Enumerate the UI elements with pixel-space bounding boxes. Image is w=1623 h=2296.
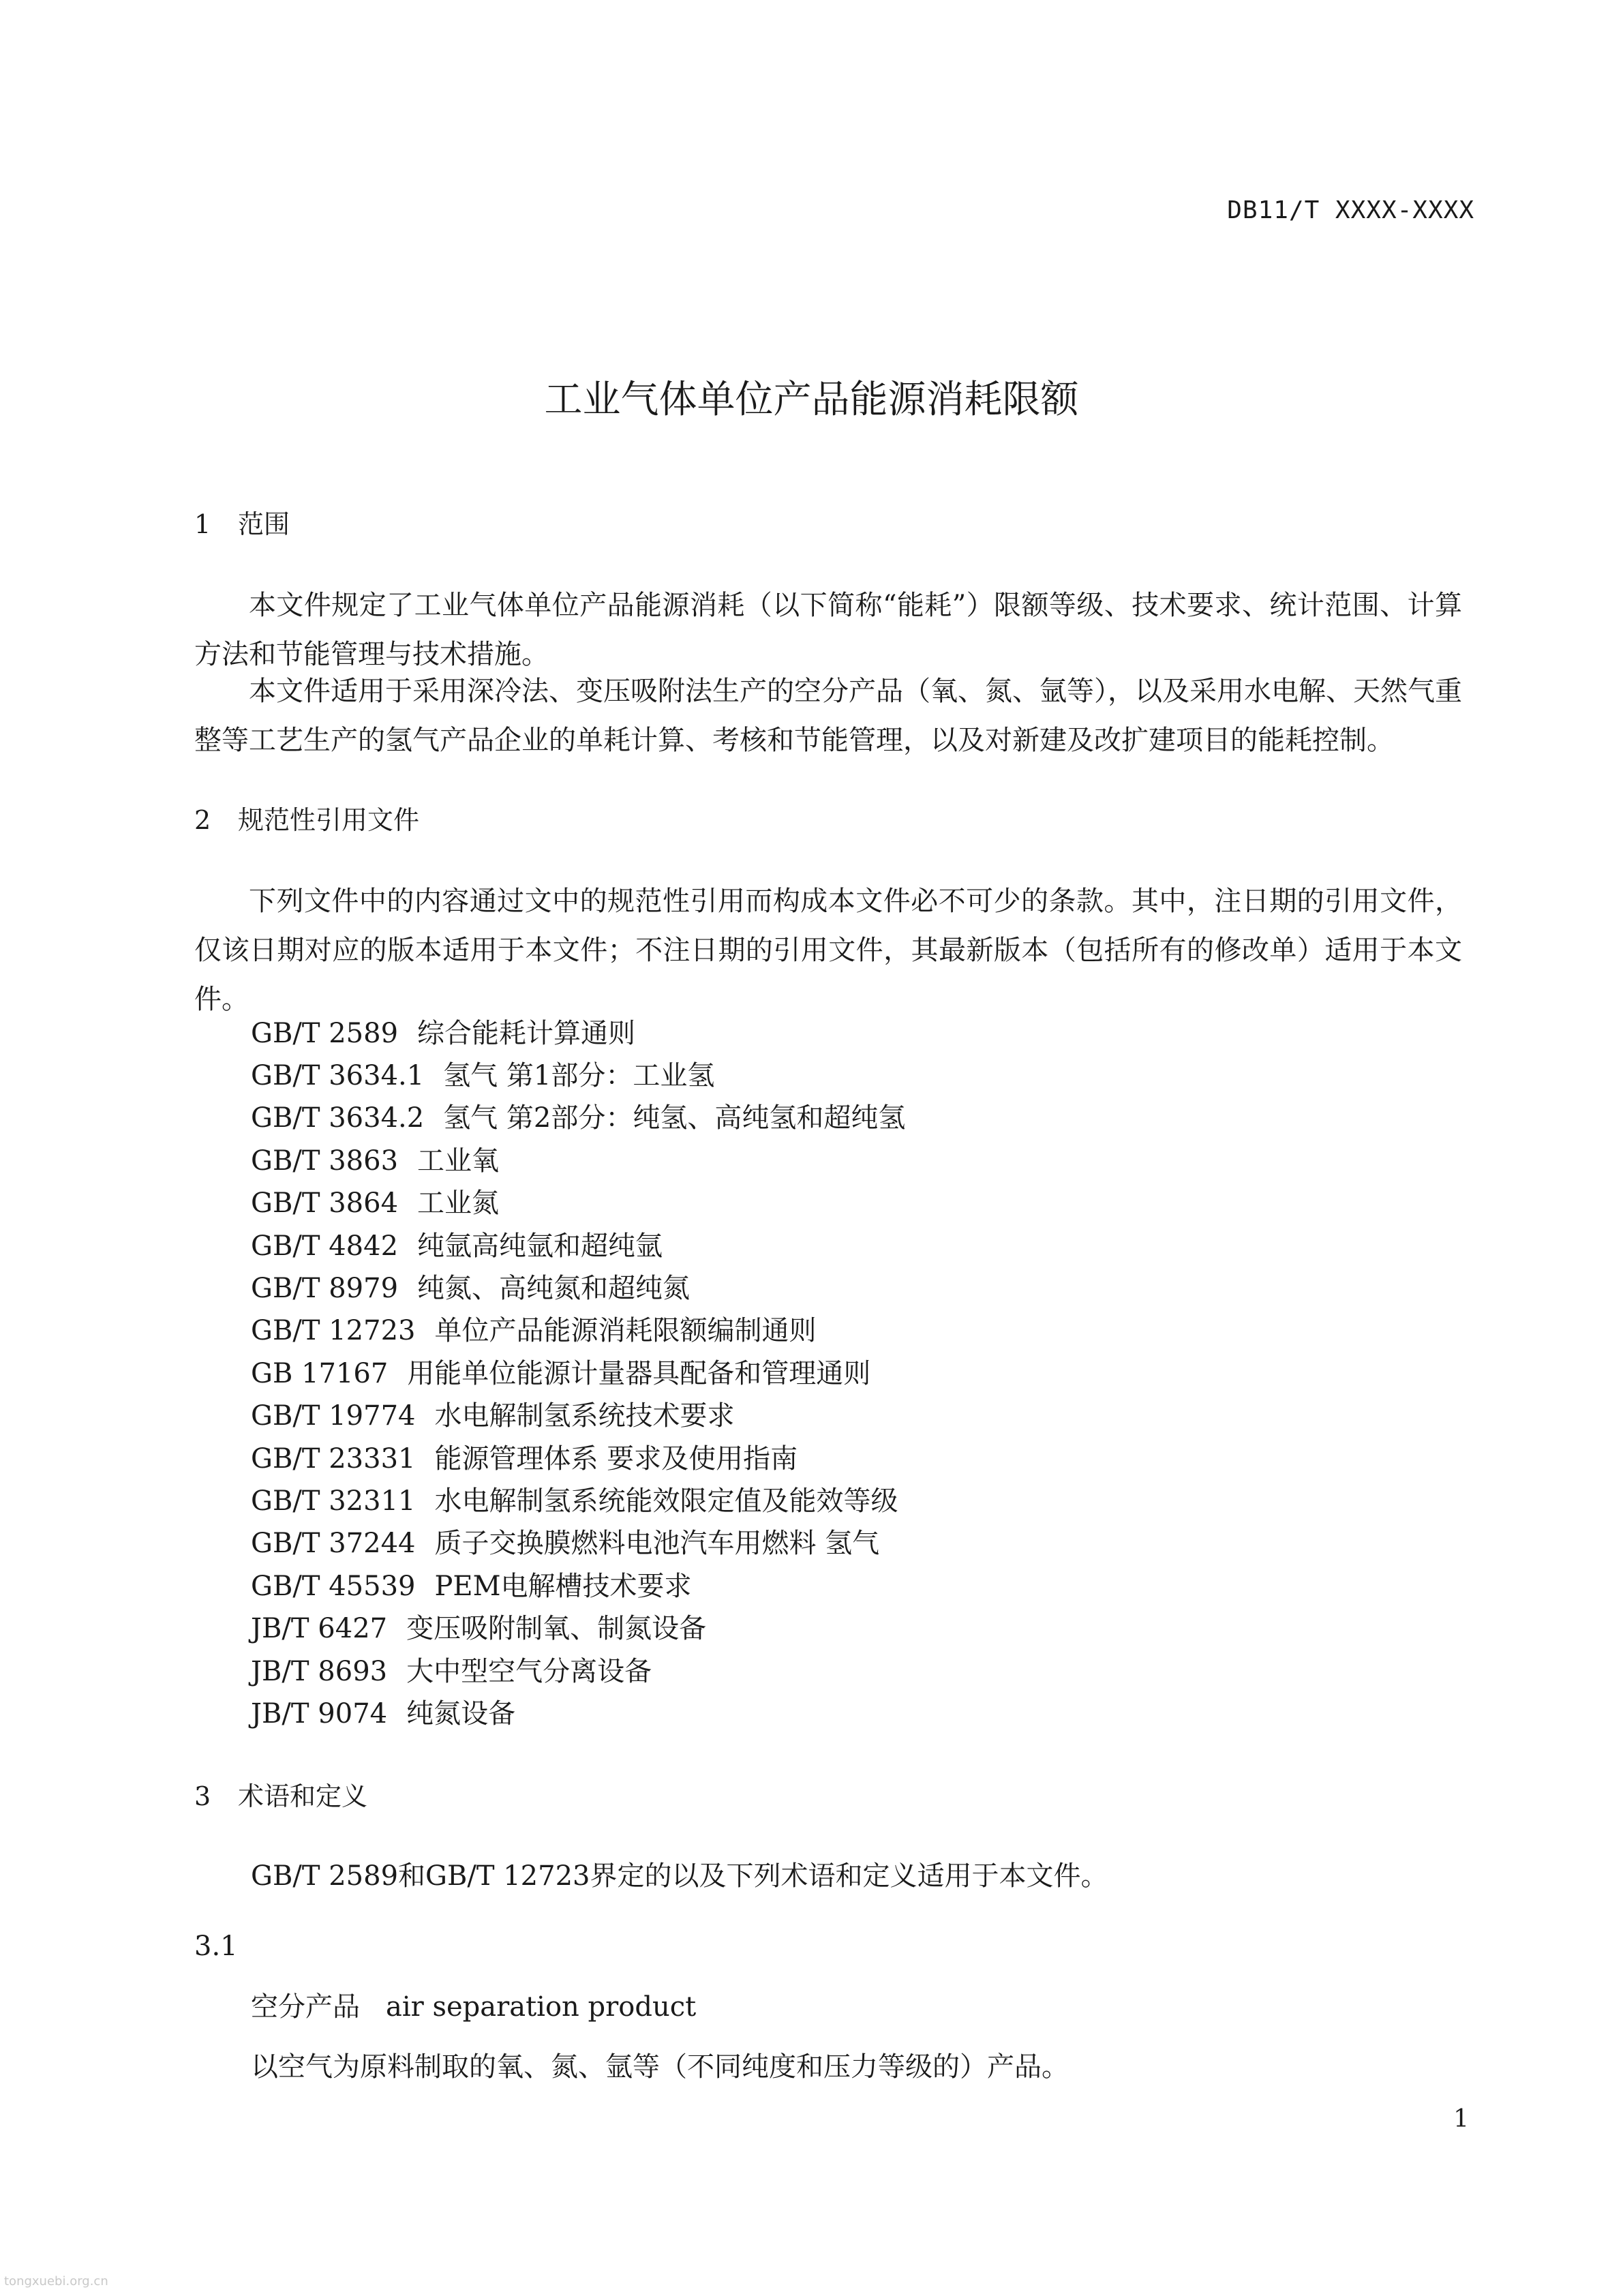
section-number: 2 bbox=[194, 805, 211, 835]
section-number: 1 bbox=[194, 509, 211, 539]
reference-title: 质子交换膜燃料电池汽车用燃料 氢气 bbox=[434, 1528, 880, 1559]
section-1-paragraph-1: 本文件规定了工业气体单位产品能源消耗（以下简称“能耗”）限额等级、技术要求、统计范围、计算方法和节能管理与技术措施。 bbox=[194, 590, 1462, 670]
reference-item bbox=[251, 1224, 663, 1263]
page-number: 1 bbox=[1453, 2105, 1469, 2133]
reference-title: 能源管理体系 要求及使用指南 bbox=[434, 1443, 798, 1475]
reference-code: GB/T 19774 bbox=[251, 1400, 416, 1432]
section-1-paragraph-2: 本文件适用于采用深冷法、变压吸附法生产的空分产品（氧、氮、氩等），以及采用水电解、天然气重整等工艺生产的氢气产品企业的单耗计算、考核和节能管理，以及对新建及改扩建项目的能耗控制。 bbox=[194, 676, 1462, 756]
reference-item bbox=[251, 1139, 499, 1178]
reference-title: 氢气 第2部分：纯氢、高纯氢和超纯氢 bbox=[443, 1102, 906, 1134]
reference-code: JB/T 8693 bbox=[251, 1656, 388, 1687]
reference-item bbox=[251, 1309, 816, 1348]
section-title: 范围 bbox=[238, 509, 290, 539]
reference-code: GB/T 3634.2 bbox=[251, 1102, 425, 1134]
reference-code: JB/T 6427 bbox=[251, 1613, 388, 1644]
reference-title: PEM电解槽技术要求 bbox=[434, 1571, 692, 1602]
reference-code: GB/T 4842 bbox=[251, 1230, 399, 1262]
reference-item bbox=[251, 1479, 898, 1518]
reference-code: GB/T 32311 bbox=[251, 1485, 416, 1517]
section-title: 术语和定义 bbox=[238, 1781, 368, 1811]
reference-item bbox=[251, 1096, 905, 1135]
reference-title: 水电解制氢系统技术要求 bbox=[434, 1400, 735, 1432]
reference-code: JB/T 9074 bbox=[251, 1698, 388, 1729]
reference-title: 用能单位能源计量器具配备和管理通则 bbox=[407, 1358, 871, 1389]
reference-code: GB/T 23331 bbox=[251, 1443, 416, 1475]
term-number: 3.1 bbox=[194, 1931, 238, 1962]
reference-title: 单位产品能源消耗限额编制通则 bbox=[434, 1315, 817, 1346]
reference-item bbox=[251, 1692, 515, 1731]
reference-code: GB/T 3863 bbox=[251, 1145, 399, 1177]
reference-title: 工业氮 bbox=[417, 1188, 500, 1219]
term-entry bbox=[251, 1985, 696, 2024]
reference-code: GB/T 2589 bbox=[251, 1018, 399, 1049]
reference-item bbox=[251, 1394, 734, 1433]
reference-title: 综合能耗计算通则 bbox=[417, 1018, 636, 1049]
reference-item bbox=[251, 1650, 652, 1689]
reference-item bbox=[251, 1437, 798, 1476]
reference-item bbox=[251, 1267, 690, 1305]
page-title: 工业气体单位产品能源消耗限额 bbox=[544, 378, 1079, 422]
term-chinese: 空分产品 bbox=[251, 1991, 360, 2023]
reference-code: GB/T 3864 bbox=[251, 1188, 399, 1219]
reference-title: 大中型空气分离设备 bbox=[406, 1656, 652, 1687]
reference-title: 纯氩高纯氩和超纯氩 bbox=[417, 1230, 663, 1262]
reference-item bbox=[251, 1181, 499, 1220]
section-title: 规范性引用文件 bbox=[238, 805, 420, 835]
reference-code: GB/T 3634.1 bbox=[251, 1060, 425, 1091]
reference-item bbox=[251, 1607, 706, 1646]
section-2-heading bbox=[194, 799, 419, 836]
section-3-paragraph-1: GB/T 2589和GB/T 12723界定的以及下列术语和定义适用于本文件。 bbox=[251, 1860, 1108, 1892]
reference-title: 水电解制氢系统能效限定值及能效等级 bbox=[434, 1485, 898, 1517]
reference-title: 纯氮、高纯氮和超纯氮 bbox=[417, 1273, 691, 1304]
term-english: air separation product bbox=[386, 1991, 697, 2023]
reference-code: GB/T 45539 bbox=[251, 1571, 416, 1602]
reference-code: GB/T 37244 bbox=[251, 1528, 416, 1559]
section-2-paragraph-1: 下列文件中的内容通过文中的规范性引用而构成本文件必不可少的条款。其中，注日期的引用文件，仅该日期对应的版本适用于本文件；不注日期的引用文件，其最新版本（包括所有的修改单）适用于本文件。 bbox=[194, 886, 1462, 1015]
reference-title: 氢气 第1部分：工业氢 bbox=[443, 1060, 715, 1091]
term-definition: 以空气为原料制取的氧、氮、氩等（不同纯度和压力等级的）产品。 bbox=[251, 2051, 1069, 2083]
document-code: DB11/T XXXX-XXXX bbox=[1227, 196, 1474, 224]
reference-code: GB/T 12723 bbox=[251, 1315, 416, 1346]
reference-item bbox=[251, 1352, 870, 1391]
reference-code: GB 17167 bbox=[251, 1358, 389, 1389]
section-3-heading bbox=[194, 1775, 367, 1813]
section-number: 3 bbox=[194, 1781, 211, 1811]
reference-title: 工业氧 bbox=[417, 1145, 500, 1177]
reference-code: GB/T 8979 bbox=[251, 1273, 399, 1304]
reference-item bbox=[251, 1522, 879, 1560]
reference-item bbox=[251, 1565, 692, 1603]
reference-item bbox=[251, 1012, 635, 1051]
reference-title: 纯氮设备 bbox=[406, 1698, 516, 1729]
watermark: tongxuebi.org.cn bbox=[4, 2274, 108, 2289]
reference-item bbox=[251, 1054, 714, 1093]
section-1-heading bbox=[194, 503, 290, 541]
reference-title: 变压吸附制氧、制氮设备 bbox=[406, 1613, 707, 1644]
